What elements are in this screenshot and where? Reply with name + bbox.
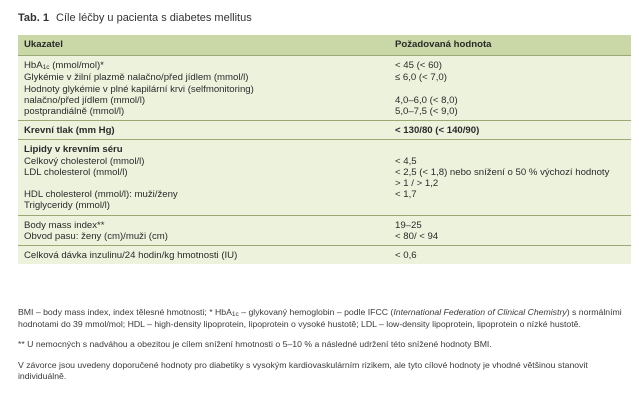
- cell-indicator: Obvod pasu: ženy (cm)/muži (cm): [18, 231, 389, 246]
- cell-value: < 4,5: [389, 156, 631, 167]
- cell-indicator: Hodnoty glykémie v plné kapilární krvi (selfmonitoring): [18, 84, 389, 95]
- cell-indicator: nalačno/před jídlem (mmol/l): [18, 95, 389, 106]
- cell-indicator: Glykémie v žilní plazmě nalačno/před jídlem (mmol/l): [18, 72, 389, 83]
- table-caption: [18, 12, 252, 24]
- table-row: [18, 121, 631, 140]
- cell-indicator: Lipidy v krevním séru: [18, 140, 389, 156]
- cell-indicator: Celkový cholesterol (mmol/l): [18, 156, 389, 167]
- cell-value: 19–25: [389, 215, 631, 231]
- cell-value: < 45 (< 60): [389, 56, 631, 73]
- footnote-abbreviations: BMI – body mass index, index tělesné hmotnosti; * HbA$_{1c}$ – glykovaný hemoglobin – podle IFCC (International Federation of Clinical Chemistry) s normálními hodnotami do 39 mmol/mol; HDL – high-density lipoprotein, lipoprotein o vysoké hustotě; LDL – low-density lipoprotein, lipoprotein o nízké hustotě.: [18, 307, 622, 330]
- cell-indicator: LDL cholesterol (mmol/l): [18, 167, 389, 178]
- footnote-bmi: ** U nemocných s nadváhou a obezitou je cílem snížení hmotnosti o 5–10 % a následné udržení této snížené hodnoty BMI.: [18, 339, 492, 350]
- table-row: [18, 178, 631, 189]
- header-target-value: Požadovaná hodnota: [389, 35, 631, 56]
- cell-value: [389, 140, 631, 156]
- cell-indicator: HDL cholesterol (mmol/l): muži/ženy: [18, 189, 389, 200]
- table-row: [18, 140, 631, 156]
- table-row: [18, 156, 631, 167]
- table-row: [18, 95, 631, 106]
- table-row: [18, 167, 631, 178]
- cell-indicator: Celková dávka inzulinu/24 hodin/kg hmotnosti (IU): [18, 246, 389, 265]
- caption-label: Tab. 1: [18, 12, 49, 24]
- table-row: [18, 200, 631, 215]
- table-footnotes: [18, 307, 624, 391]
- treatment-goals-table: [18, 35, 631, 264]
- table-row: [18, 231, 631, 246]
- table-row: [18, 106, 631, 121]
- table-row: [18, 215, 631, 231]
- cell-indicator: Krevní tlak (mm Hg): [18, 121, 389, 140]
- footnote-brackets: V závorce jsou uvedeny doporučené hodnoty pro diabetiky s vysokým kardiovaskulárním rizikem, ale tyto cílové hodnoty je vhodné většinou stanovit individuálně.: [18, 359, 588, 381]
- cell-value: < 2,5 (< 1,8) nebo snížení o 50 % výchozí hodnoty: [389, 167, 631, 178]
- cell-value: < 0,6: [389, 246, 631, 265]
- cell-indicator: postprandiálně (mmol/l): [18, 106, 389, 121]
- cell-indicator: [18, 178, 389, 189]
- cell-value: 4,0–6,0 (< 8,0): [389, 95, 631, 106]
- cell-value: < 80/ < 94: [389, 231, 631, 246]
- cell-value: [389, 200, 631, 215]
- cell-value: < 130/80 (< 140/90): [389, 121, 631, 140]
- table-row: [18, 189, 631, 200]
- cell-value: ≤ 6,0 (< 7,0): [389, 72, 631, 83]
- cell-value: 5,0–7,5 (< 9,0): [389, 106, 631, 121]
- caption-title: Cíle léčby u pacienta s diabetes mellitus: [56, 12, 252, 24]
- table-row: [18, 72, 631, 83]
- cell-value: < 1,7: [389, 189, 631, 200]
- table-row: [18, 84, 631, 95]
- header-indicator: Ukazatel: [18, 35, 389, 56]
- cell-value: [389, 84, 631, 95]
- cell-indicator: Body mass index**: [18, 215, 389, 231]
- table-row: [18, 246, 631, 265]
- table-row: [18, 56, 631, 73]
- cell-value: > 1 / > 1,2: [389, 178, 631, 189]
- table-header-row: [18, 35, 631, 56]
- cell-indicator: HbA$_{1c}$ (mmol/mol)*: [18, 56, 389, 73]
- cell-indicator: Triglyceridy (mmol/l): [18, 200, 389, 215]
